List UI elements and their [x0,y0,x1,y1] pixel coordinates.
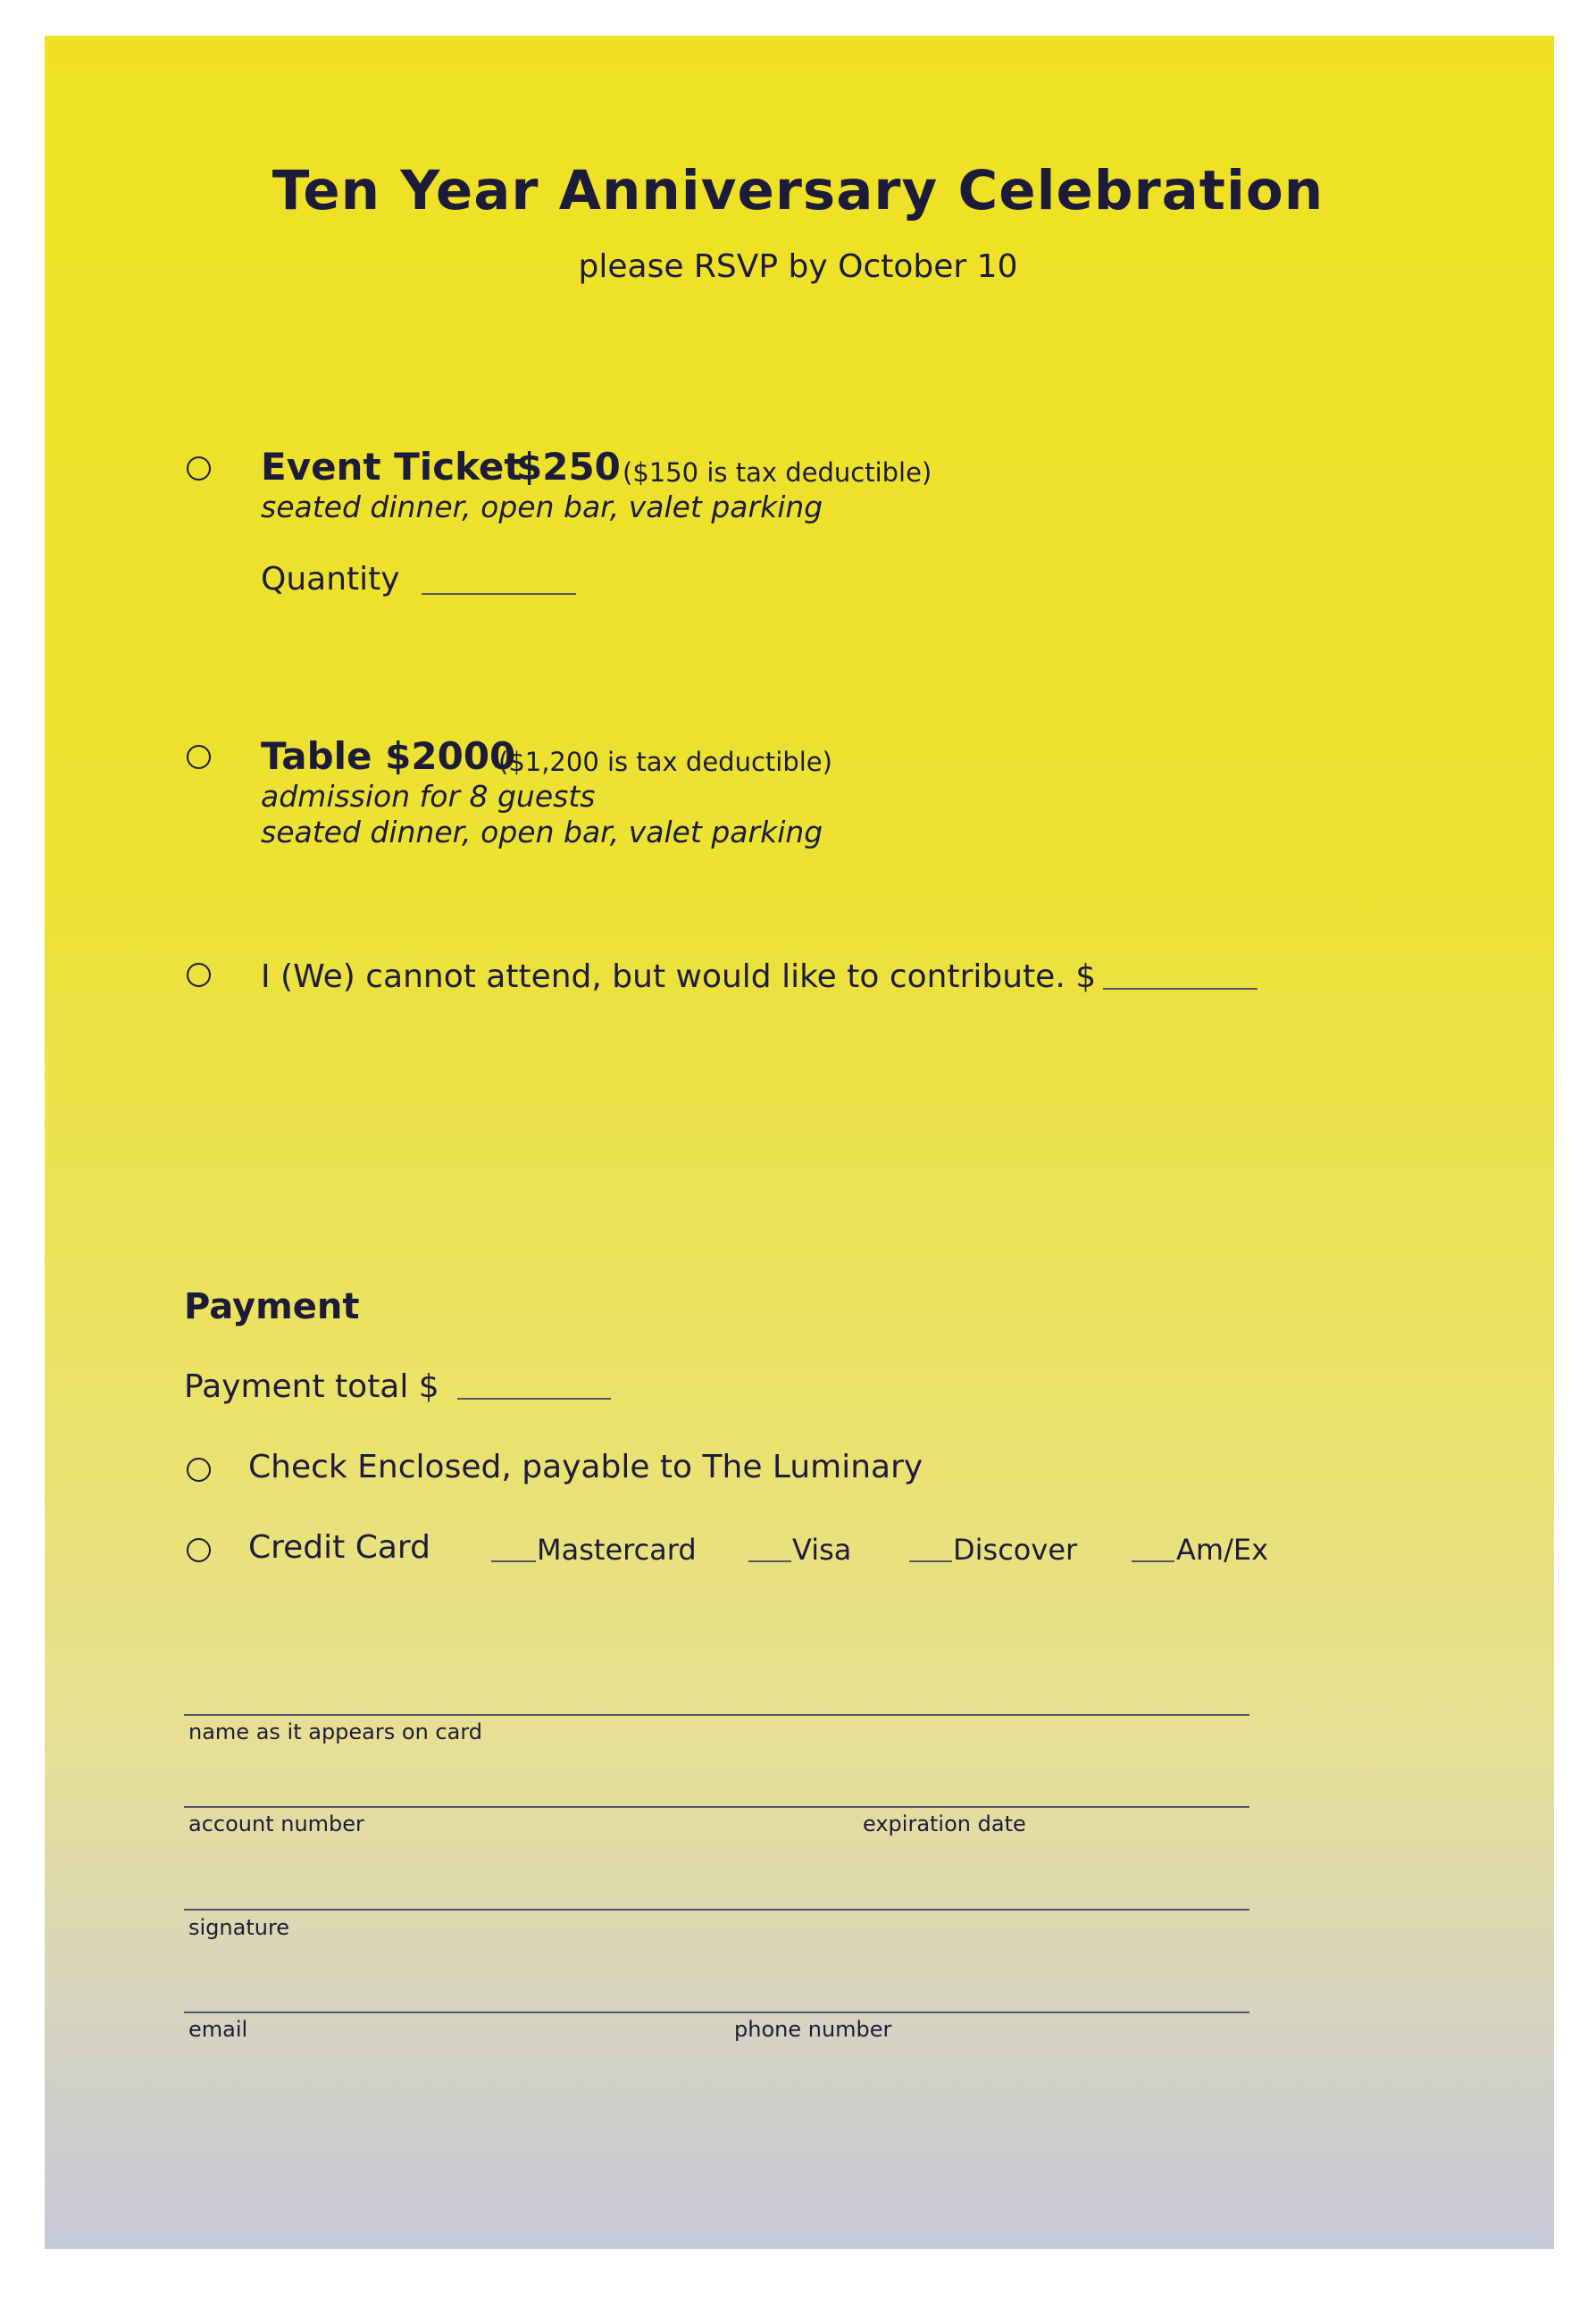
visa-label: Visa [792,1533,852,1567]
payment-total-label: Payment total $ [184,1368,439,1405]
table-details-2: seated dinner, open bar, valet parking [261,815,823,849]
credit-card-radio[interactable] [187,1538,211,1562]
quantity-label: Quantity [261,561,400,598]
ticket-details: seated dinner, open bar, valet parking [261,489,823,524]
mastercard-label: Mastercard [537,1533,697,1567]
account-number-input[interactable] [184,1806,1249,1808]
phone-number-label: phone number [734,2017,892,2042]
rsvp-deadline: please RSVP by October 10 [578,248,1018,285]
contribute-amount-input[interactable] [1103,988,1258,990]
table-radio[interactable] [187,745,211,769]
amex-blank[interactable] [1132,1560,1174,1562]
ticket-price: $250 [516,445,621,489]
ticket-tax-note: ($150 is tax deductible) [623,457,932,488]
check-label: Check Enclosed, payable to The Luminary [248,1449,923,1485]
ticket-name: Event Ticket [261,445,522,489]
mastercard-blank[interactable] [491,1560,536,1562]
contribute-label: I (We) cannot attend, but would like to contribute. $ [261,958,1097,995]
table-tax-note: ($1,200 is tax deductible) [498,747,832,777]
discover-label: Discover [953,1533,1078,1567]
signature-input[interactable] [184,1909,1249,1911]
contribute-radio[interactable] [187,963,211,987]
page-title: Ten Year Anniversary Celebration [272,159,1324,222]
expiration-date-label: expiration date [863,1811,1026,1836]
quantity-input[interactable] [422,593,576,595]
credit-card-label: Credit Card [248,1529,430,1566]
visa-blank[interactable] [748,1560,791,1562]
card-name-input[interactable] [184,1714,1249,1716]
discover-blank[interactable] [909,1560,952,1562]
table-details-1: admission for 8 guests [261,779,596,814]
ticket-radio[interactable] [187,456,211,481]
card-name-label: name as it appears on card [188,1719,482,1744]
email-phone-input[interactable] [184,2011,1249,2013]
payment-heading: Payment [184,1286,360,1327]
amex-label: Am/Ex [1176,1533,1268,1567]
check-radio[interactable] [187,1458,211,1482]
payment-total-input[interactable] [457,1398,611,1400]
table-name-price: Table $2000 [261,734,516,778]
signature-label: signature [188,1915,290,1940]
email-label: email [188,2017,248,2042]
account-number-label: account number [188,1811,364,1836]
